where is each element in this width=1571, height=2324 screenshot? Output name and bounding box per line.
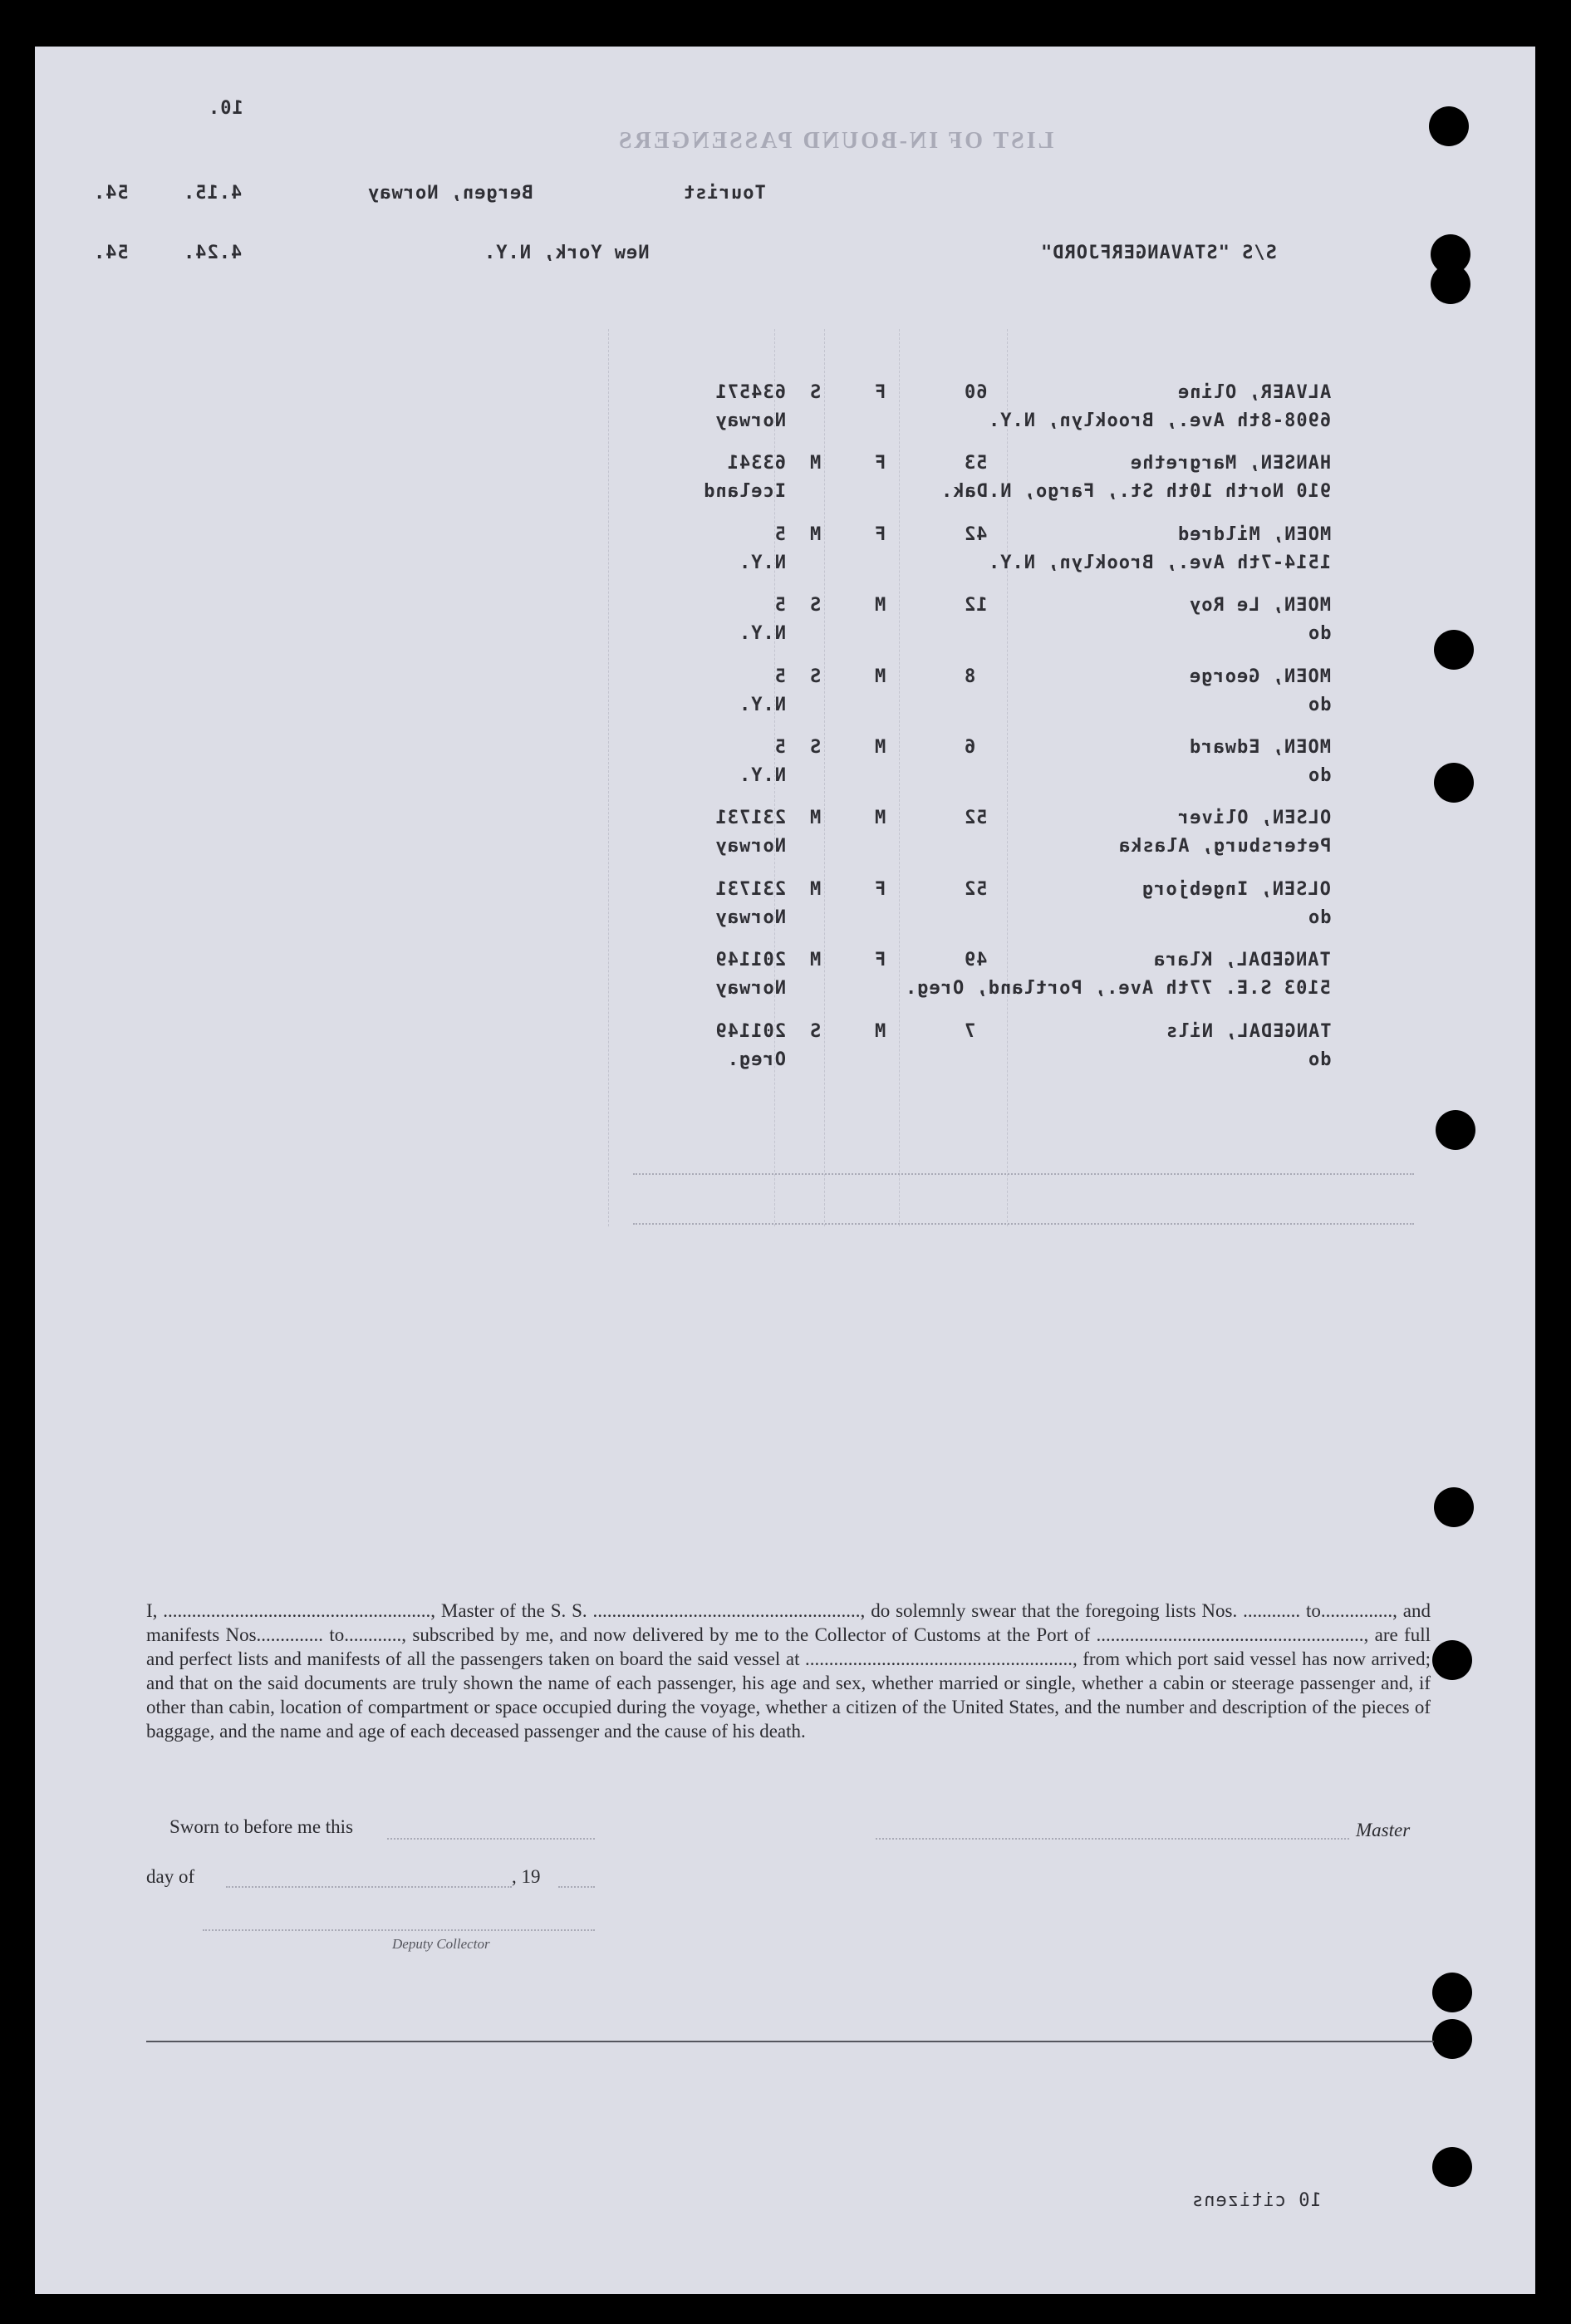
passenger-sex: F [874,879,886,900]
year-line [558,1886,595,1888]
passenger-sex: M [874,737,886,758]
passenger-address: do [1307,1049,1331,1070]
passenger-sex: F [874,524,886,545]
passenger-place: Norway [714,410,786,431]
declaration-text: I, ........................................................, Master of the S. S. ........................................................, do solemnly swear that the foregoing lists Nos. ............ to..............., and manifests Nos.............. to............, subscribed by me, and now delivered by me to the Collector of Customs at the Port of ........................................................, are full and perfect lists and manifests of all the passengers taken on board the said vessel at ........................................................, from which port said vessel has now arrived; and that on the said documents are truly shown the name of each passenger, his age and sex, whether married or single, whether a cabin or steerage passenger and, if other than cabin, location of compartment or space occupied during the voyage, whether a citizen of the United States, and the number and description of the pieces of baggage, and the name and age of each deceased passenger and the cause of his death. [146,1600,1431,1742]
deputy-collector-label: Deputy Collector [392,1936,490,1952]
passenger-sex: F [874,382,886,403]
page-number: 10. [208,98,243,119]
passenger-marital-status: M [809,950,822,970]
passenger-marital-status: S [809,666,822,687]
passenger-place: Norway [714,907,786,928]
passenger-address: Petersburg, Alaska [1117,836,1331,857]
binder-hole [1432,1640,1472,1680]
passenger-place: N.Y. [739,765,786,786]
year-prefix: , 19 [512,1866,541,1887]
passenger-age: 7 [964,1021,976,1042]
ship-name: S/S "STAVANGERFJORD" [1040,243,1277,263]
citizens-count: 10 citizens [1191,2190,1322,2211]
passenger-place: Iceland [703,481,786,502]
passenger-address: 910 North 10th St., Fargo, N.Dak. [940,481,1331,502]
passenger-number: 5 [773,524,786,545]
passenger-place: N.Y. [739,695,786,715]
ghost-column-line [824,329,825,1226]
ghost-dotted-line [633,1173,1414,1175]
passenger-address: do [1307,907,1331,928]
passenger-number: 231731 [714,808,786,828]
passenger-sex: F [874,950,886,970]
passenger-address: 1514-7th Ave., Brooklyn, N.Y. [987,553,1331,573]
departure-port: Bergen, Norway [367,183,533,204]
departure-date: 4.15. [183,183,243,204]
passenger-name: MOEN, Le Roy [1189,595,1331,616]
ghost-column-line [1007,329,1008,1226]
passenger-name: TANGEDAL, Nils [1165,1021,1331,1042]
arrival-date: 4.24. [183,243,243,263]
ghost-column-line [608,329,609,1226]
passenger-marital-status: S [809,737,822,758]
passenger-number: 5 [773,737,786,758]
passenger-marital-status: M [809,453,822,474]
passenger-number: 63341 [726,453,786,474]
passenger-marital-status: M [809,879,822,900]
binder-hole [1434,763,1474,803]
departure-year: 54. [93,183,129,204]
passenger-place: Norway [714,978,786,999]
binder-hole [1429,106,1469,146]
binder-hole [1436,1110,1475,1150]
passenger-name: TANGEDAL, Klara [1153,950,1331,970]
day-of-label: day of [146,1866,195,1887]
passenger-marital-status: M [809,524,822,545]
passenger-address: do [1307,695,1331,715]
ghost-form-title: LIST OF IN-BOUND PASSENGERS [616,128,1054,154]
binder-hole [1432,2147,1472,2187]
passenger-place: Norway [714,836,786,857]
passenger-name: MOEN, George [1189,666,1331,687]
passenger-address: do [1307,623,1331,644]
passenger-marital-status: S [809,382,822,403]
master-signature-line [876,1838,1349,1840]
passenger-name: MOEN, Mildred [1176,524,1331,545]
ghost-dotted-line [633,1223,1414,1225]
passenger-sex: M [874,1021,886,1042]
passenger-name: HANSEN, Margrethe [1129,453,1331,474]
arrival-year: 54. [93,243,129,263]
passenger-sex: M [874,666,886,687]
binder-hole [1434,630,1474,670]
passenger-name: ALVAER, Oline [1176,382,1331,403]
passenger-place: Oreg. [726,1049,786,1070]
passenger-age: 8 [964,666,976,687]
passenger-marital-status: S [809,1021,822,1042]
binder-hole [1432,1973,1472,2012]
passenger-age: 52 [964,808,988,828]
passenger-number: 201149 [714,950,786,970]
passenger-age: 53 [964,453,988,474]
passenger-marital-status: M [809,808,822,828]
master-declaration [146,1599,1431,1743]
sworn-label: Sworn to before me this [169,1816,354,1837]
passenger-marital-status: S [809,595,822,616]
binder-hole [1431,264,1470,304]
passenger-name: OLSEN, Ingebjorg [1141,879,1331,900]
passenger-age: 49 [964,950,988,970]
passenger-address: 5103 S.E. 77th Ave., Portland, Oreg. [905,978,1331,999]
passenger-age: 52 [964,879,988,900]
passenger-sex: M [874,808,886,828]
passenger-address: do [1307,765,1331,786]
passenger-number: 201149 [714,1021,786,1042]
passenger-number: 5 [773,595,786,616]
passenger-age: 6 [964,737,976,758]
binder-hole [1434,1487,1474,1527]
passenger-age: 60 [964,382,988,403]
passenger-address: 6908-8th Ave., Brooklyn, N.Y. [987,410,1331,431]
passenger-sex: M [874,595,886,616]
passenger-number: 634571 [714,382,786,403]
passenger-number: 5 [773,666,786,687]
passenger-name: OLSEN, Oliver [1176,808,1331,828]
binder-hole [1432,2019,1472,2059]
passenger-number: 231731 [714,879,786,900]
arrival-port: New York, N.Y. [484,243,650,263]
manifest-page [35,47,1535,2294]
passenger-class: Tourist [683,183,766,204]
master-label: Master [1356,1820,1411,1840]
passenger-place: N.Y. [739,553,786,573]
ghost-column-line [899,329,900,1226]
passenger-place: N.Y. [739,623,786,644]
passenger-age: 42 [964,524,988,545]
deputy-signature-line [203,1929,595,1931]
passenger-name: MOEN, Edward [1189,737,1331,758]
passenger-sex: F [874,453,886,474]
day-of-line [226,1886,512,1888]
bottom-rule [146,2041,1434,2042]
sworn-date-line [387,1838,595,1840]
passenger-age: 12 [964,595,988,616]
